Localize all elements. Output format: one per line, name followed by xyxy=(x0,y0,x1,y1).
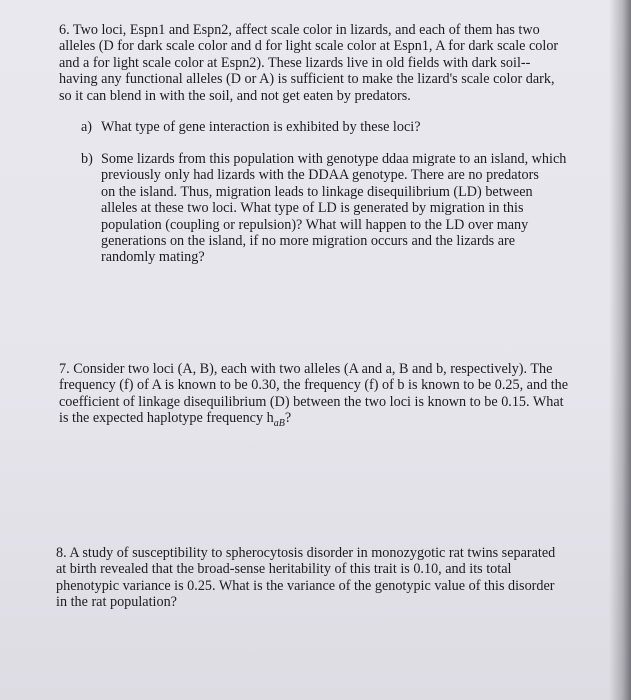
question-8-line-1: 8. A study of susceptibility to spherocytosis disorder in monozygotic rat twins separated xyxy=(56,545,556,561)
part-b-line-7: randomly mating? xyxy=(101,249,205,266)
part-b-line-5: population (coupling or repulsion)? What will happen to the LD over many xyxy=(101,216,529,233)
question-6-line-1: 6. Two loci, Espn1 and Espn2, affect scale color in lizards, and each of them has two xyxy=(59,22,540,38)
question-8 xyxy=(56,545,566,611)
question-7-line-4-text: is the expected haplotype frequency h xyxy=(59,410,274,427)
question-8-line-2: at birth revealed that the broad-sense heritability of this trait is 0.10, and its total xyxy=(56,561,512,578)
question-8-line-4: in the rat population? xyxy=(56,594,177,611)
question-7-line-1: 7. Consider two loci (A, B), each with two alleles (A and a, B and b, respectively). The xyxy=(59,361,553,377)
page-edge-shadow xyxy=(609,0,631,700)
question-7-line-2: frequency (f) of A is known to be 0.30, the frequency (f) of b is known to be 0.25, and the xyxy=(59,377,569,394)
question-6-part-b xyxy=(81,151,571,266)
question-7 xyxy=(59,361,569,432)
part-b-line-6: generations on the island, if no more migration occurs and the lizards are xyxy=(101,233,516,250)
part-b-line-1: Some lizards from this population with genotype ddaa migrate to an island, which xyxy=(101,151,567,167)
haplotype-subscript: aB xyxy=(273,418,285,430)
part-a-text: What type of gene interaction is exhibited by these loci? xyxy=(101,119,421,135)
part-b-line-2: previously only had lizards with the DDAA genotype. There are no predators xyxy=(101,167,539,184)
part-a-label: a) xyxy=(81,119,93,135)
question-8-line-3: phenotypic variance is 0.25. What is the variance of the genotypic value of this disorder xyxy=(56,577,555,594)
question-6-line-5: so it can blend in with the soil, and not get eaten by predators. xyxy=(59,87,411,104)
question-7-line-4 xyxy=(59,410,569,432)
question-7-line-4-end: ? xyxy=(284,410,292,427)
part-b-line-4: alleles at these two loci. What type of LD is generated by migration in this xyxy=(101,200,524,217)
part-b-line-3: on the island. Thus, migration leads to linkage disequilibrium (LD) between xyxy=(101,183,533,200)
question-6 xyxy=(59,22,564,104)
question-6-line-2: alleles (D for dark scale color and d for light scale color at Espn1, A for dark scale color xyxy=(59,38,559,55)
part-b-label: b) xyxy=(81,151,93,167)
question-6-line-4: having any functional alleles (D or A) is sufficient to make the lizard's scale color dark, xyxy=(59,71,555,88)
question-6-part-a xyxy=(81,119,561,135)
part-b-body xyxy=(101,151,571,266)
question-6-line-3: and a for light scale color at Espn2). These lizards live in old fields with dark soil-- xyxy=(59,54,531,71)
question-7-line-3: coefficient of linkage disequilibrium (D) between the two loci is known to be 0.15. What xyxy=(59,393,564,410)
